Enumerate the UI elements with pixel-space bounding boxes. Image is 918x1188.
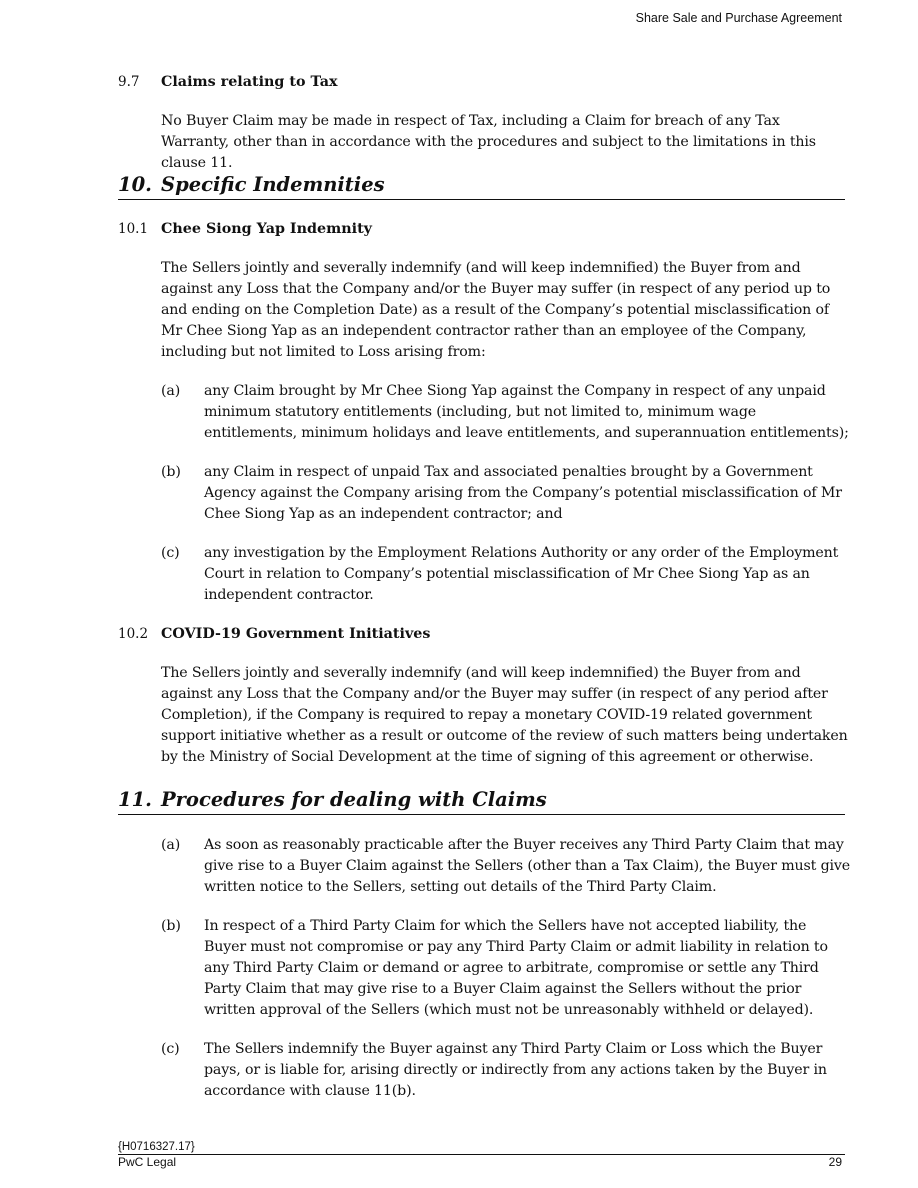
item-text: any investigation by the Employment Relations Authority or any order of the Employment Court in relation to Company’s potential misclassification of Mr Chee Siong Yap as an independent contractor. bbox=[204, 545, 839, 603]
item-text: any Claim in respect of unpaid Tax and associated penalties brought by a Government Agency against the Company arising from the Company’s potential misclassification of Mr Chee Siong Yap as an independent contractor; and bbox=[204, 464, 842, 522]
document-title: Share Sale and Purchase Agreement bbox=[635, 11, 842, 25]
subclause-heading-10-2 bbox=[118, 624, 848, 644]
item-label: (a) bbox=[161, 383, 181, 399]
item-label: (b) bbox=[161, 918, 181, 934]
footer-firm: PwC Legal bbox=[118, 1155, 177, 1169]
paragraph-10-2: The Sellers jointly and severally indemnify (and will keep indemnified) the Buyer from and against any Loss that the Company and/or the Buyer may suffer (in respect of any period after Completion), if the Company is required to repay a monetary COVID-19 related government support initiative whether as a result or outcome of the review of such matters being undertaken by the Ministry of Social Development at the time of signing of this agreement or otherwise. bbox=[161, 665, 848, 765]
list-item-11-a bbox=[161, 835, 851, 898]
subclause-number: 9.7 bbox=[118, 74, 140, 90]
paragraph-9-7: No Buyer Claim may be made in respect of Tax, including a Claim for breach of any Tax Warranty, other than in accordance with the procedures and subject to the limitations in this clause 11. bbox=[161, 113, 816, 171]
list-item-11-c bbox=[161, 1039, 851, 1102]
item-label: (b) bbox=[161, 464, 181, 480]
subclause-heading-10-1 bbox=[118, 219, 848, 239]
subclause-title: Claims relating to Tax bbox=[161, 74, 338, 90]
list-item-11-b bbox=[161, 916, 851, 1021]
subclause-title: Chee Siong Yap Indemnity bbox=[161, 221, 372, 237]
subclause-heading-9-7 bbox=[118, 72, 848, 92]
clause-title: Procedures for dealing with Claims bbox=[161, 788, 547, 811]
item-label: (a) bbox=[161, 837, 181, 853]
item-text: As soon as reasonably practicable after the Buyer receives any Third Party Claim that may give rise to a Buyer Claim against the Sellers (other than a Tax Claim), the Buyer must give written notice to the Sellers, setting out details of the Third Party Claim. bbox=[204, 837, 851, 895]
clause-number: 11. bbox=[118, 788, 152, 811]
clause-heading-10 bbox=[118, 173, 845, 200]
clause-number: 10. bbox=[118, 173, 152, 196]
footer-divider bbox=[118, 1154, 845, 1155]
item-label: (c) bbox=[161, 545, 180, 561]
page-number: 29 bbox=[828, 1155, 842, 1169]
list-item-10-1-a bbox=[161, 381, 851, 444]
clause-heading-11 bbox=[118, 788, 845, 815]
item-text: In respect of a Third Party Claim for which the Sellers have not accepted liability, the Buyer must not compromise or pay any Third Party Claim or admit liability in relation to any Third Party Claim or demand or agree to arbitrate, compromise or settle any Third Party Claim that may give rise to a Buyer Claim against the Sellers without the prior written approval of the Sellers (which must not be unreasonably withheld or delayed). bbox=[204, 918, 828, 1018]
clause-title: Specific Indemnities bbox=[161, 173, 385, 196]
subclause-title: COVID-19 Government Initiatives bbox=[161, 626, 431, 642]
item-label: (c) bbox=[161, 1041, 180, 1057]
paragraph-10-1: The Sellers jointly and severally indemnify (and will keep indemnified) the Buyer from and against any Loss that the Company and/or the Buyer may suffer (in respect of any period up to and ending on the Completion Date) as a result of the Company’s potential misclassification of Mr Chee Siong Yap as an independent contractor rather than an employee of the Company, including but not limited to Loss arising from: bbox=[161, 260, 831, 360]
subclause-number: 10.1 bbox=[118, 221, 149, 237]
item-text: any Claim brought by Mr Chee Siong Yap against the Company in respect of any unpaid minimum statutory entitlements (including, but not limited to, minimum wage entitlements, minimum holidays and leave entitlements, and superannuation entitlements); bbox=[204, 383, 849, 441]
item-text: The Sellers indemnify the Buyer against any Third Party Claim or Loss which the Buyer pays, or is liable for, arising directly or indirectly from any actions taken by the Buyer in accordance with clause 11(b). bbox=[204, 1041, 827, 1099]
list-item-10-1-c bbox=[161, 543, 851, 606]
list-item-10-1-b bbox=[161, 462, 851, 525]
document-reference: {H0716327.17} bbox=[118, 1141, 195, 1153]
subclause-number: 10.2 bbox=[118, 626, 149, 642]
